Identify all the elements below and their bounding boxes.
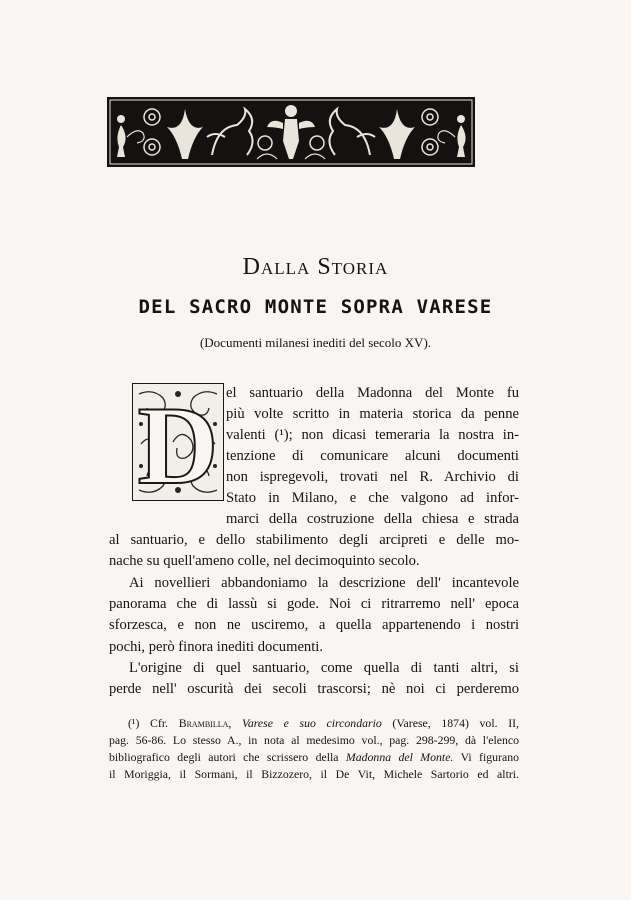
footnote-line: pag. 56-86. Lo stesso A., in nota al medesimo vol., pag. 298-299, dà l'elenco <box>109 733 519 747</box>
body-line: più volte scritto in materia storica da penne <box>226 406 519 422</box>
footnote-text: (Varese, 1874) vol. II, <box>392 716 519 730</box>
footnote-line <box>109 752 519 764</box>
footnote-work-title: Madonna del Monte. <box>345 750 454 764</box>
chapter-title: Dalla Storia <box>242 254 389 280</box>
ornamental-headpiece <box>107 97 475 167</box>
body-line: pochi, però finora inediti documenti. <box>109 639 323 655</box>
body-line: tenzione di comunicare alcuni documenti <box>226 448 519 464</box>
footnote-text: bibliografico degli autori che scrissero della <box>109 750 339 764</box>
body-line: al santuario, e dello stabilimento degli arcipreti e delle mo- <box>109 532 519 548</box>
chapter-subtitle-main: DEL SACRO MONTE SOPRA VARESE <box>138 296 493 318</box>
footnote-line <box>128 718 519 730</box>
footnote-work-title: Varese e suo circondario <box>241 716 382 730</box>
footnote-author: Brambilla, <box>178 716 232 730</box>
body-line: Stato in Milano, e che valgono ad infor- <box>226 490 519 506</box>
decorated-initial <box>132 383 224 508</box>
initial-letter-d: D <box>137 384 219 508</box>
chapter-subtitle-note: (Documenti milanesi inediti del secolo XV). <box>199 335 432 350</box>
footnote-marker: (¹) <box>128 716 140 730</box>
body-line: nache su quell'ameno colle, nel decimoquinto secolo. <box>109 553 420 569</box>
body-line: el santuario della Madonna del Monte fu <box>226 385 519 401</box>
body-line: L'origine di quel santuario, come quella di tanti altri, si <box>129 660 519 676</box>
footnote-line: il Moriggia, il Sormani, il Bizzozero, il De Vit, Michele Sartorio ed altri. <box>109 767 519 781</box>
body-line: Ai novellieri abbandoniamo la descrizione dell' incantevole <box>129 575 519 591</box>
footnote-text: Vi figurano <box>460 750 519 764</box>
body-line: sforzesca, e non ne usciremo, a quella appartenendo i nostri <box>109 617 519 633</box>
body-line: valenti (¹); non dicasi temeraria la nostra in- <box>226 427 519 443</box>
body-line: marci della costruzione della chiesa e strada <box>226 511 519 527</box>
footnote-text: Cfr. <box>150 716 169 730</box>
body-line: perde nell' oscurità dei secoli trascorsi; nè noi ci perderemo <box>109 681 519 697</box>
body-line: panorama che di lassù si gode. Noi ci ritrarremo nell' epoca <box>109 596 519 612</box>
body-line: non ispregevoli, trovati nel R. Archivio di <box>226 469 519 485</box>
